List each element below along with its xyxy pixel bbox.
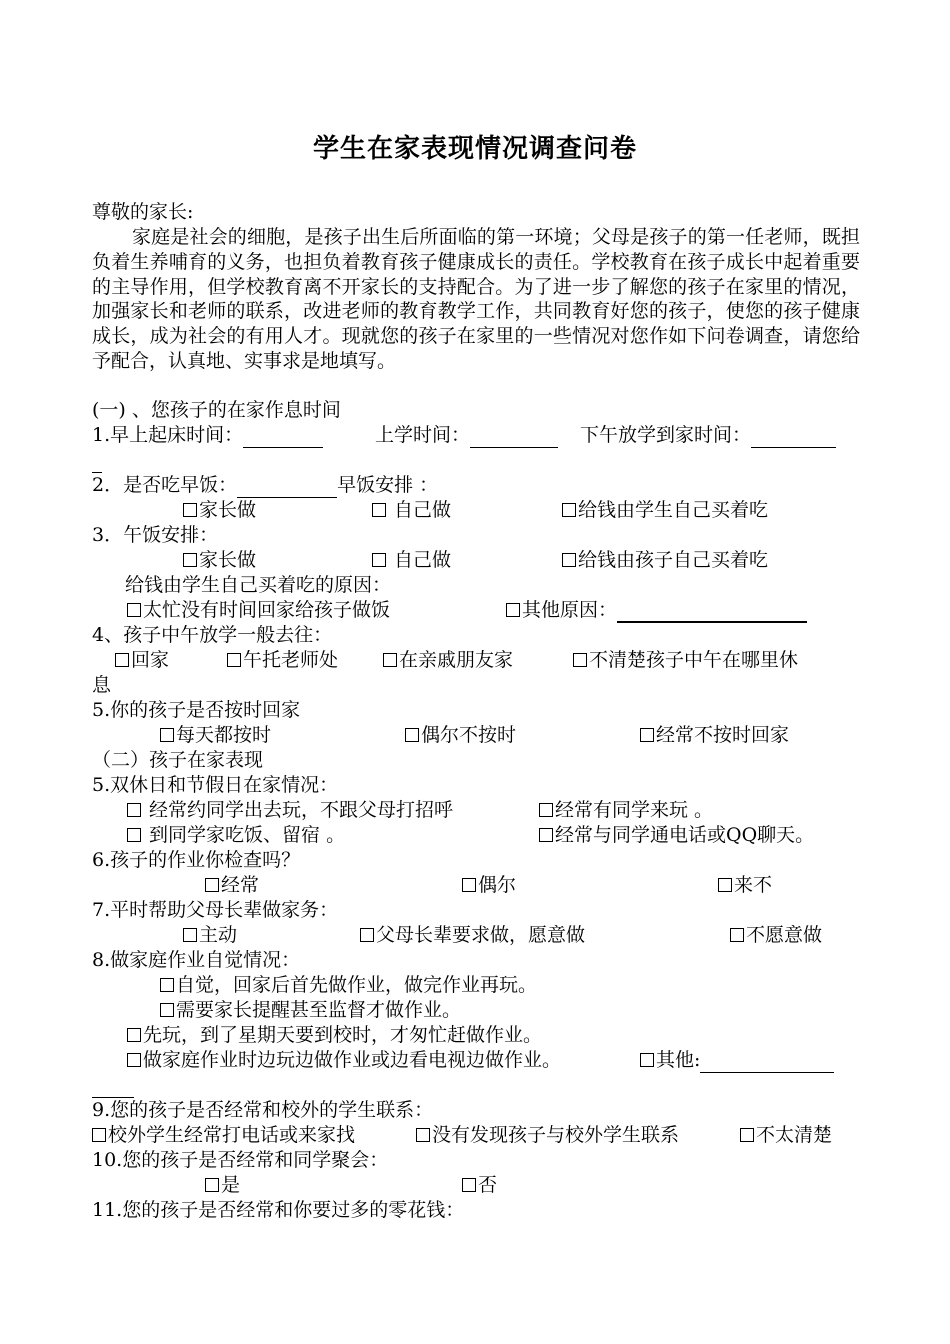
q10-option-no[interactable]: 否 bbox=[462, 1173, 497, 1198]
section-2-heading: （二）孩子在家表现 bbox=[92, 749, 264, 771]
q8-option-distracted[interactable]: 做家庭作业时边玩边做作业或边看电视边做作业。 bbox=[127, 1048, 561, 1073]
q5-option-often-late[interactable]: 经常不按时回家 bbox=[640, 723, 789, 748]
q5b-holidays: 5.双休日和节假日在家情况： bbox=[92, 774, 339, 796]
q3-reason-other[interactable]: 其他原因： bbox=[506, 598, 807, 623]
checkbox-icon[interactable] bbox=[740, 1128, 754, 1142]
q8-option-rush[interactable]: 先玩，到了星期天要到校时，才匆忙赶做作业。 bbox=[127, 1023, 542, 1048]
q7-option-active[interactable]: 主动 bbox=[183, 923, 237, 948]
checkbox-icon[interactable] bbox=[115, 653, 129, 667]
q11-pocket-money: 11.您的孩子是否经常和你要过多的零花钱： bbox=[92, 1199, 465, 1221]
checkbox-icon[interactable] bbox=[160, 1003, 174, 1017]
q8-other-field[interactable] bbox=[700, 1052, 834, 1073]
q7-option-asked[interactable]: 父母长辈要求做，愿意做 bbox=[360, 923, 585, 948]
q9-outside-contact: 9.您的孩子是否经常和校外的学生联系： bbox=[92, 1099, 434, 1121]
school-time-field[interactable] bbox=[470, 427, 558, 448]
q3-reason-busy[interactable]: 太忙没有时间回家给孩子做饭 bbox=[127, 598, 390, 623]
checkbox-icon[interactable] bbox=[160, 978, 174, 992]
q3-option-money[interactable]: 给钱由孩子自己买着吃 bbox=[562, 548, 768, 573]
checkbox-icon[interactable] bbox=[416, 1128, 430, 1142]
checkbox-icon[interactable] bbox=[183, 503, 197, 517]
checkbox-icon[interactable] bbox=[405, 728, 419, 742]
q10-gatherings: 10.您的孩子是否经常和同学聚会： bbox=[92, 1149, 389, 1171]
checkbox-icon[interactable] bbox=[462, 878, 476, 892]
q5b-option-stay[interactable]: 到同学家吃饭、留宿 。 bbox=[127, 823, 345, 848]
checkbox-icon[interactable] bbox=[562, 553, 576, 567]
checkbox-icon[interactable] bbox=[183, 553, 197, 567]
q4-noon: 4、孩子中午放学一般去往： bbox=[92, 624, 333, 646]
checkbox-icon[interactable] bbox=[730, 928, 744, 942]
q4-option-unknown-wrap: 息 bbox=[92, 674, 112, 696]
checkbox-icon[interactable] bbox=[383, 653, 397, 667]
checkbox-icon[interactable] bbox=[539, 828, 553, 842]
checkbox-icon[interactable] bbox=[506, 603, 520, 617]
q5b-option-out[interactable]: 经常约同学出去玩，不跟父母打招呼 bbox=[127, 798, 453, 823]
q1-wake-time bbox=[92, 423, 323, 448]
q3-reason-label: 给钱由学生自己买着吃的原因： bbox=[125, 574, 392, 596]
checkbox-icon[interactable] bbox=[127, 828, 141, 842]
q2-label: 2．是否吃早饭： bbox=[92, 474, 238, 496]
q2-option-money[interactable]: 给钱由学生自己买着吃 bbox=[562, 498, 768, 523]
intro-paragraph: 家庭是社会的细胞，是孩子出生后所面临的第一环境；父母是孩子的第一任老师，既担负着生养哺育的义务，也担负着教育孩子健康成长的责任。学校教育在孩子成长中起着重要的主导作用，但学校教育离不开家长的支持配合。为了进一步了解您的孩子在家里的情况，加强家长和老师的联系，改进老师的教育教学工作，共同教育好您的孩子，使您的孩子健康成长，成为社会的有用人才。现就您的孩子在家里的一些情况对您作如下问卷调查，请您给予配合，认真地、实事求是地填写。 bbox=[92, 226, 860, 372]
greeting: 尊敬的家长: bbox=[92, 201, 194, 223]
checkbox-icon[interactable] bbox=[127, 1053, 141, 1067]
home-time-field[interactable] bbox=[751, 427, 836, 448]
q1-home-time bbox=[580, 423, 836, 448]
checkbox-icon[interactable] bbox=[718, 878, 732, 892]
q1-school-label: 上学时间： bbox=[375, 424, 471, 446]
q3-option-parent[interactable]: 家长做 bbox=[183, 548, 256, 573]
q2-option-self[interactable]: 自己做 bbox=[372, 498, 451, 523]
q4-option-home[interactable]: 回家 bbox=[115, 648, 169, 673]
q1-school-time bbox=[375, 423, 558, 448]
q5-on-time: 5.你的孩子是否按时回家 bbox=[92, 699, 301, 721]
checkbox-icon[interactable] bbox=[462, 1178, 476, 1192]
checkbox-icon[interactable] bbox=[640, 728, 654, 742]
other-reason-field[interactable] bbox=[617, 601, 807, 623]
checkbox-icon[interactable] bbox=[92, 1128, 106, 1142]
wake-time-field[interactable] bbox=[243, 427, 323, 448]
q1-field-continued bbox=[92, 448, 102, 473]
q4-option-relatives[interactable]: 在亲戚朋友家 bbox=[383, 648, 513, 673]
checkbox-icon[interactable] bbox=[372, 553, 386, 567]
q8-field-continued bbox=[92, 1073, 134, 1098]
q2-label2: 早饭安排 ： bbox=[337, 474, 439, 496]
checkbox-icon[interactable] bbox=[640, 1053, 654, 1067]
checkbox-icon[interactable] bbox=[562, 503, 576, 517]
q10-option-yes[interactable]: 是 bbox=[205, 1173, 240, 1198]
q7-option-unwilling[interactable]: 不愿意做 bbox=[730, 923, 822, 948]
checkbox-icon[interactable] bbox=[372, 503, 386, 517]
q5b-option-chat[interactable]: 经常与同学通电话或QQ聊天。 bbox=[539, 823, 814, 848]
q4-option-unknown[interactable]: 不清楚孩子中午在哪里休 bbox=[573, 648, 798, 673]
section-1-heading: (一) 、您孩子的在家作息时间 bbox=[92, 399, 341, 421]
checkbox-icon[interactable] bbox=[127, 803, 141, 817]
q5-option-always[interactable]: 每天都按时 bbox=[160, 723, 271, 748]
checkbox-icon[interactable] bbox=[227, 653, 241, 667]
q6-homework-check: 6.孩子的作业你检查吗？ bbox=[92, 849, 301, 871]
checkbox-icon[interactable] bbox=[360, 928, 374, 942]
q5-option-sometimes[interactable]: 偶尔不按时 bbox=[405, 723, 516, 748]
checkbox-icon[interactable] bbox=[205, 878, 219, 892]
q5b-option-visit[interactable]: 经常有同学来玩 。 bbox=[539, 798, 713, 823]
q6-option-often[interactable]: 经常 bbox=[205, 873, 259, 898]
q4-option-daycare[interactable]: 午托老师处 bbox=[227, 648, 338, 673]
checkbox-icon[interactable] bbox=[573, 653, 587, 667]
q9-option-none[interactable]: 没有发现孩子与校外学生联系 bbox=[416, 1123, 679, 1148]
checkbox-icon[interactable] bbox=[205, 1178, 219, 1192]
q6-option-sometimes[interactable]: 偶尔 bbox=[462, 873, 516, 898]
q9-option-unsure[interactable]: 不太清楚 bbox=[740, 1123, 832, 1148]
home-time-field-wrap[interactable] bbox=[92, 452, 102, 473]
checkbox-icon[interactable] bbox=[183, 928, 197, 942]
q3-lunch: 3．午饭安排： bbox=[92, 524, 219, 546]
q2-option-parent[interactable]: 家长做 bbox=[183, 498, 256, 523]
q2-breakfast bbox=[92, 473, 438, 498]
checkbox-icon[interactable] bbox=[127, 603, 141, 617]
breakfast-field[interactable] bbox=[237, 477, 337, 498]
q8-option-self[interactable]: 自觉，回家后首先做作业，做完作业再玩。 bbox=[160, 973, 537, 998]
q9-option-often[interactable]: 校外学生经常打电话或来家找 bbox=[92, 1123, 355, 1148]
q8-option-reminder[interactable]: 需要家长提醒甚至监督才做作业。 bbox=[160, 998, 461, 1023]
checkbox-icon[interactable] bbox=[127, 1028, 141, 1042]
q8-homework-habit: 8.做家庭作业自觉情况： bbox=[92, 949, 301, 971]
q7-chores: 7.平时帮助父母长辈做家务： bbox=[92, 899, 339, 921]
q6-option-never[interactable]: 来不 bbox=[718, 873, 772, 898]
q8-option-other[interactable]: 其他: bbox=[640, 1048, 834, 1073]
checkbox-icon[interactable] bbox=[539, 803, 553, 817]
q8-other-field-wrap[interactable] bbox=[92, 1077, 134, 1098]
page-title: 学生在家表现情况调查问卷 bbox=[312, 134, 637, 164]
checkbox-icon[interactable] bbox=[160, 728, 174, 742]
q1-home-label: 下午放学到家时间： bbox=[580, 424, 752, 446]
q3-option-self[interactable]: 自己做 bbox=[372, 548, 451, 573]
q1-wake-label: 1.早上起床时间： bbox=[92, 424, 244, 446]
